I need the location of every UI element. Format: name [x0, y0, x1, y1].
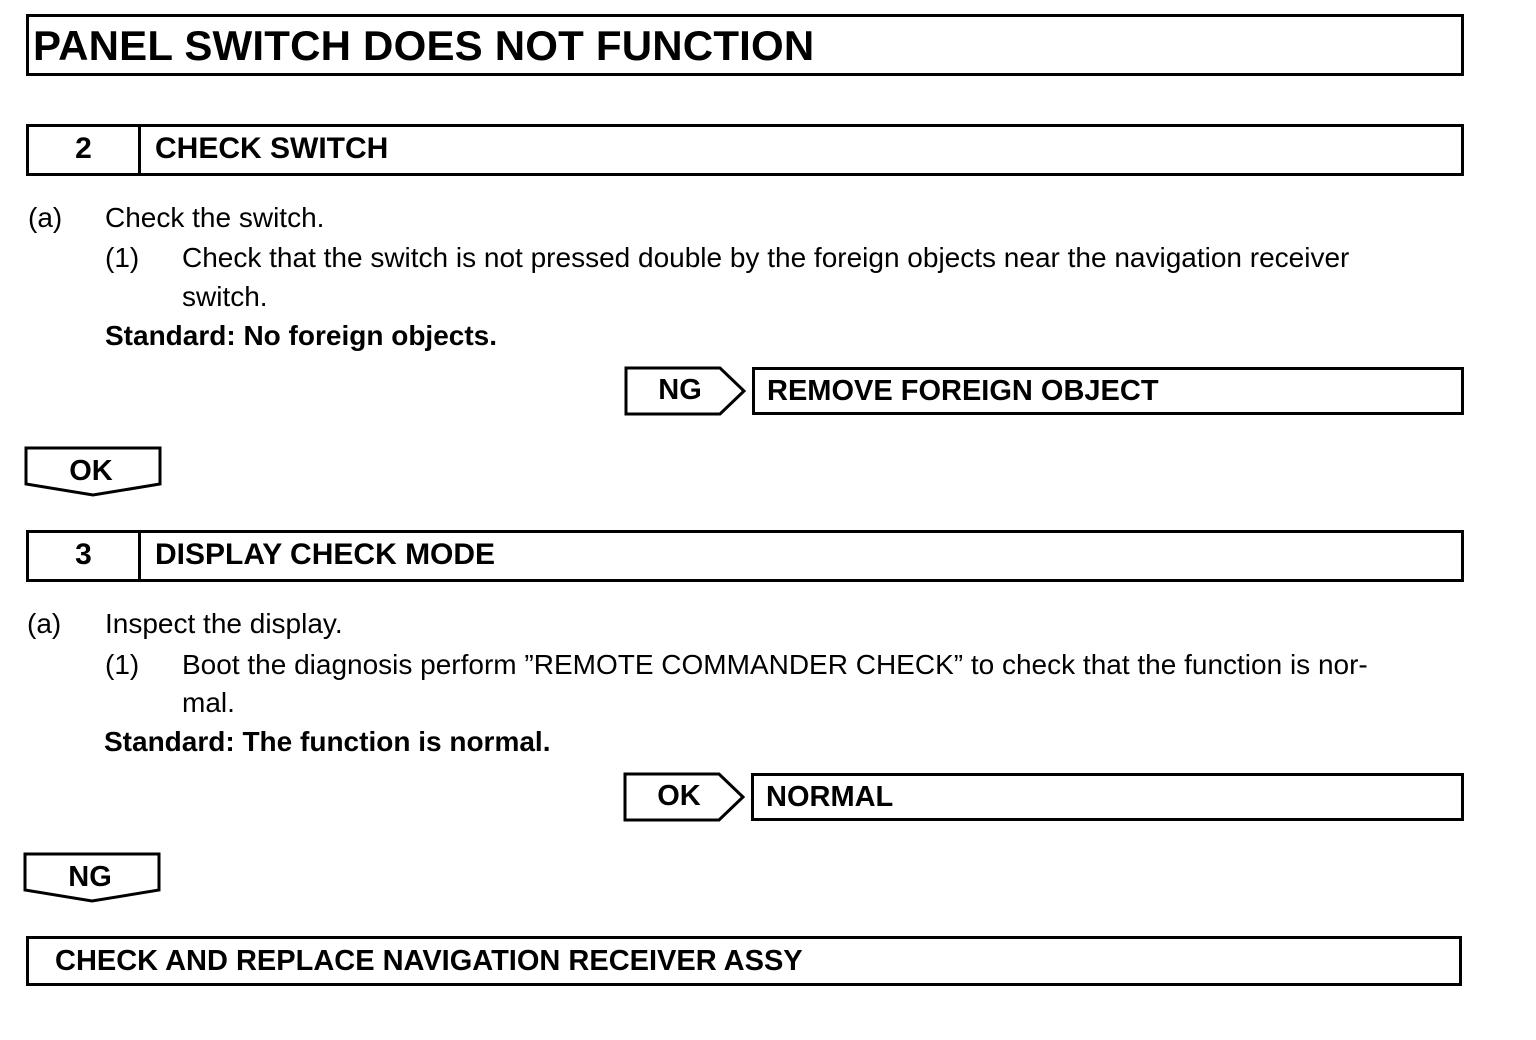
sub-item-marker: (1)	[105, 242, 140, 273]
standard-text: Standard: The function is normal.	[104, 726, 551, 757]
result-box-normal	[751, 773, 1464, 821]
result-text: REMOVE FOREIGN OBJECT	[767, 375, 1159, 407]
step-heading: DISPLAY CHECK MODE	[155, 538, 496, 571]
item-text: Inspect the display.	[105, 608, 343, 639]
result-box-remove-foreign-object	[752, 367, 1464, 415]
step-2-header	[26, 124, 1464, 176]
sub-item-marker: (1)	[105, 649, 140, 680]
step-heading: CHECK SWITCH	[155, 132, 389, 165]
ok-branch-label: OK	[657, 780, 701, 812]
ng-down-label: NG	[68, 861, 112, 893]
page-title-box	[26, 14, 1464, 76]
step-3-header	[26, 530, 1464, 582]
sub-item-text-line2: mal.	[182, 687, 235, 718]
step-number: 2	[29, 127, 141, 173]
standard-text: Standard: No foreign objects.	[105, 320, 498, 351]
item-text: Check the switch.	[105, 202, 325, 233]
step-number: 3	[29, 533, 141, 579]
result-text: NORMAL	[766, 781, 894, 813]
page-title: PANEL SWITCH DOES NOT FUNCTION	[33, 22, 815, 69]
final-action-text: CHECK AND REPLACE NAVIGATION RECEIVER ASSY	[55, 945, 803, 977]
sub-item-text-line1: Check that the switch is not pressed double by the foreign objects near the navigation receiver	[182, 242, 1350, 273]
sub-item-text-line1: Boot the diagnosis perform ”REMOTE COMMANDER CHECK” to check that the function is nor-	[182, 649, 1368, 680]
sub-item-text-line2: switch.	[182, 281, 268, 312]
item-marker: (a)	[28, 202, 63, 233]
item-marker: (a)	[27, 608, 62, 639]
ng-branch-label: NG	[658, 374, 702, 406]
ok-down-label: OK	[69, 455, 113, 487]
final-action-box	[26, 936, 1462, 986]
